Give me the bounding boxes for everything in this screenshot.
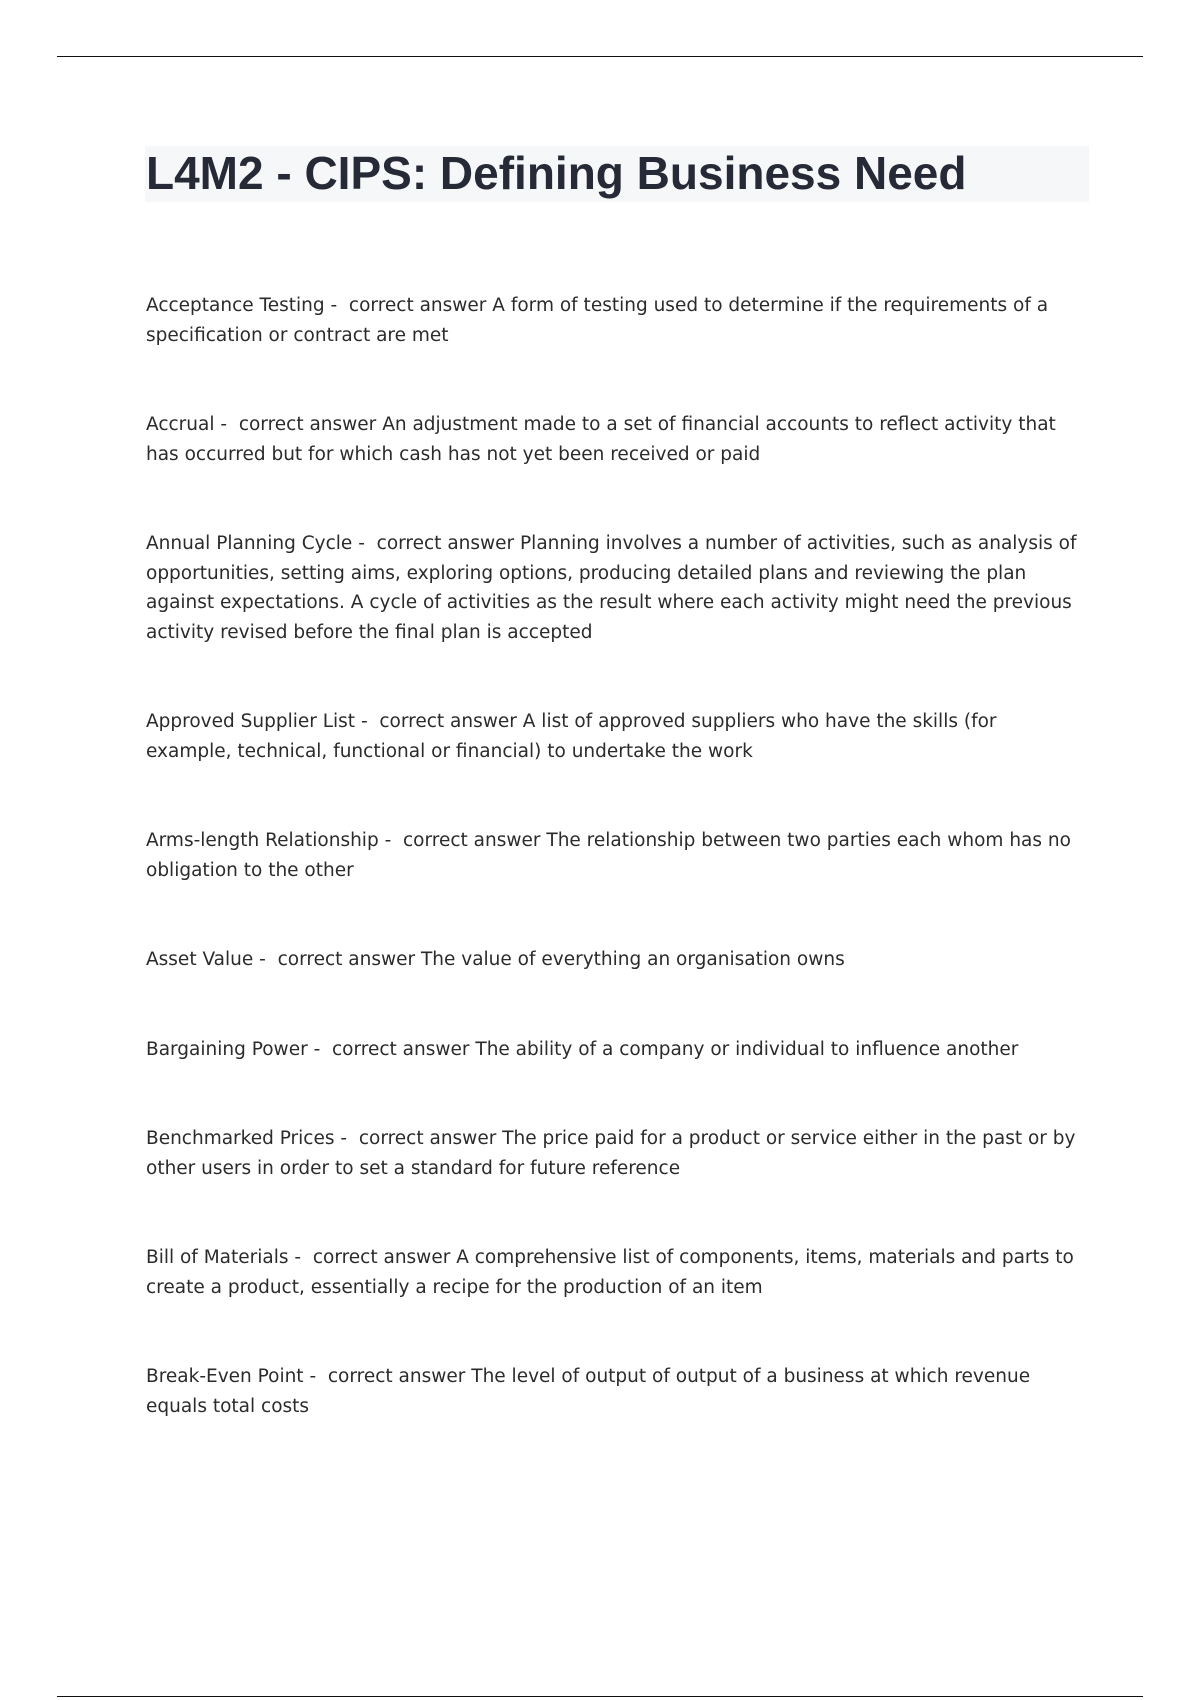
glossary-entry — [146, 1243, 1086, 1302]
glossary-list — [146, 291, 1086, 1421]
answer-label: correct answer — [403, 830, 541, 851]
glossary-entry — [146, 945, 1086, 975]
entry-term: Break-Even Point — [146, 1366, 304, 1387]
glossary-entry — [146, 529, 1086, 647]
answer-label: correct answer — [348, 295, 487, 316]
entry-separator: - — [253, 949, 278, 970]
entry-definition: The ability of a company or individual to influence another — [475, 1038, 1019, 1060]
answer-label: correct answer — [332, 1038, 470, 1060]
glossary-entry — [146, 707, 1086, 766]
entry-term: Arms-length Relationship — [146, 830, 379, 851]
entry-separator: - — [324, 295, 349, 316]
page-title: L4M2 - CIPS: Defining Business Need — [146, 147, 967, 199]
entry-separator: - — [378, 830, 404, 851]
entry-term: Accrual — [146, 414, 215, 435]
entry-definition: A form of testing used to determine if the requirements of a specification or contract are met — [146, 295, 1049, 346]
glossary-entry — [146, 1035, 1086, 1065]
entry-separator: - — [214, 414, 239, 435]
entry-term: Annual Planning Cycle — [146, 533, 353, 554]
entry-term: Acceptance Testing — [146, 295, 325, 316]
entry-definition: Planning involves a number of activities, such as analysis of opportunities, setting aims, exploring options, producing detailed plans and reviewing the plan against expectations. A cycle of activities as the result where each activity might need the previous activity revised before the final plan is accepted — [146, 533, 1077, 643]
entry-term: Approved Supplier List — [146, 711, 356, 732]
entry-separator: - — [307, 1038, 333, 1060]
bottom-rule — [57, 1696, 1143, 1697]
entry-term: Bargaining Power — [146, 1038, 308, 1060]
entry-term: Asset Value — [146, 949, 254, 970]
entry-term: Benchmarked Prices — [146, 1128, 335, 1149]
answer-label: correct answer — [376, 533, 515, 554]
entry-definition: An adjustment made to a set of financial accounts to reflect activity that has occurred but for which cash has not yet been received or paid — [146, 414, 1056, 465]
answer-label: correct answer — [277, 949, 416, 970]
entry-definition: The value of everything an organisation owns — [420, 949, 845, 970]
answer-label: correct answer — [312, 1247, 451, 1268]
answer-label: correct answer — [379, 711, 517, 732]
entry-separator: - — [352, 533, 377, 554]
glossary-entry — [146, 1124, 1086, 1183]
entry-definition: The relationship between two parties each whom has no obligation to the other — [146, 830, 1071, 881]
entry-separator: - — [334, 1128, 359, 1149]
answer-label: correct answer — [327, 1366, 466, 1387]
answer-label: correct answer — [238, 414, 377, 435]
entry-definition: The price paid for a product or service either in the past or by other users in order to set a standard for future reference — [146, 1128, 1076, 1179]
top-rule — [57, 56, 1143, 57]
entry-separator: - — [303, 1366, 328, 1387]
glossary-entry — [146, 826, 1086, 885]
entry-definition: A list of approved suppliers who have the skills (for example, technical, functional or financial) to undertake the work — [146, 711, 997, 762]
entry-separator: - — [355, 711, 380, 732]
answer-label: correct answer — [358, 1128, 497, 1149]
entry-separator: - — [288, 1247, 313, 1268]
glossary-entry — [146, 291, 1086, 350]
entry-definition: The level of output of output of a business at which revenue equals total costs — [146, 1366, 1031, 1417]
glossary-entry — [146, 1362, 1086, 1421]
glossary-entry — [146, 410, 1086, 469]
entry-term: Bill of Materials — [146, 1247, 289, 1268]
entry-definition: A comprehensive list of components, items, materials and parts to create a product, essentially a recipe for the production of an item — [146, 1247, 1074, 1298]
